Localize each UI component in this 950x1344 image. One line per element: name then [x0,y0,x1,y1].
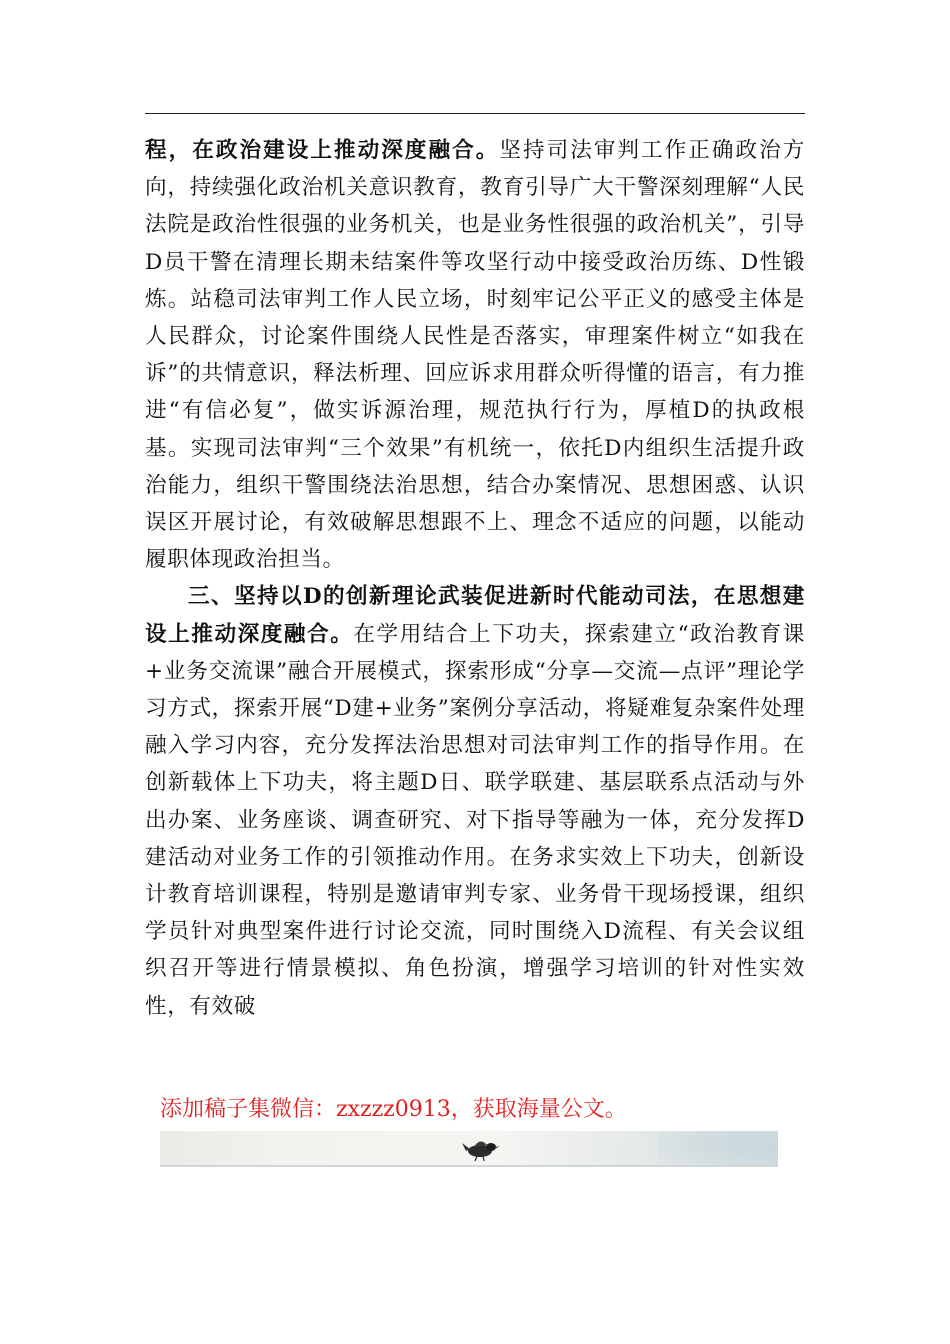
paragraph-political-construction [145,132,805,578]
section-heading-three: 三、坚持以D的创新理论武装促进新时代能动司法，在思想建设上推动深度融合。 [145,584,805,647]
document-body [145,132,805,1025]
paragraph-ideological-construction [145,578,805,1024]
paragraph-text: 坚持司法审判工作正确政治方向，持续强化政治机关意识教育，教育引导广大干警深刻理解“人民法院是政治性很强的业务机关，也是业务性很强的政治机关”，引导D员干警在清理长期未结案件等攻坚行动中接受政治历练、D性锻炼。站稳司法审判工作人民立场，时刻牢记公平正义的感受主体是人民群众，讨论案件围绕人民性是否落实，审理案件树立“如我在诉”的共情意识，释法析理、回应诉求用群众听得懂的语言，有力推进“有信必复”，做实诉源治理，规范执行行为，厚植D的执政根基。实现司法审判“三个效果”有机统一，依托D内组织生活提升政治能力，组织干警围绕法治思想，结合办案情况、思想困惑、认识误区开展讨论，有效破解思想跟不上、理念不适应的问题，以能动履职体现政治担当。 [145,138,805,573]
bird-ink-icon [460,1137,500,1161]
header-rule [145,113,805,114]
paragraph-text: 在学用结合上下功夫，探索建立“政治教育课+业务交流课”融合开展模式，探索形成“分享—交流—点评”理论学习方式，探索开展“D建+业务”案例分享活动，将疑难复杂案件处理融入学习内容，充分发挥法治思想对司法审判工作的指导作用。在创新载体上下功夫，将主题D日、联学联建、基层联系点活动与外出办案、业务座谈、调查研究、对下指导等融为一体，充分发挥D建活动对业务工作的引领推动作用。在务求实效上下功夫，创新设计教育培训课程，特别是邀请审判专家、业务骨干现场授课，组织学员针对典型案件进行讨论交流，同时围绕入D流程、有关会议组织召开等进行情景模拟、角色扮演，增强学习培训的针对性实效性，有效破 [145,621,805,1019]
decorative-banner [160,1131,778,1167]
banner-wash [658,1131,778,1165]
watermark-ad-text: 添加稿子集微信：zxzzz0913，获取海量公文。 [160,1097,627,1122]
paragraph-lead: 程，在政治建设上推动深度融合。 [145,138,500,163]
